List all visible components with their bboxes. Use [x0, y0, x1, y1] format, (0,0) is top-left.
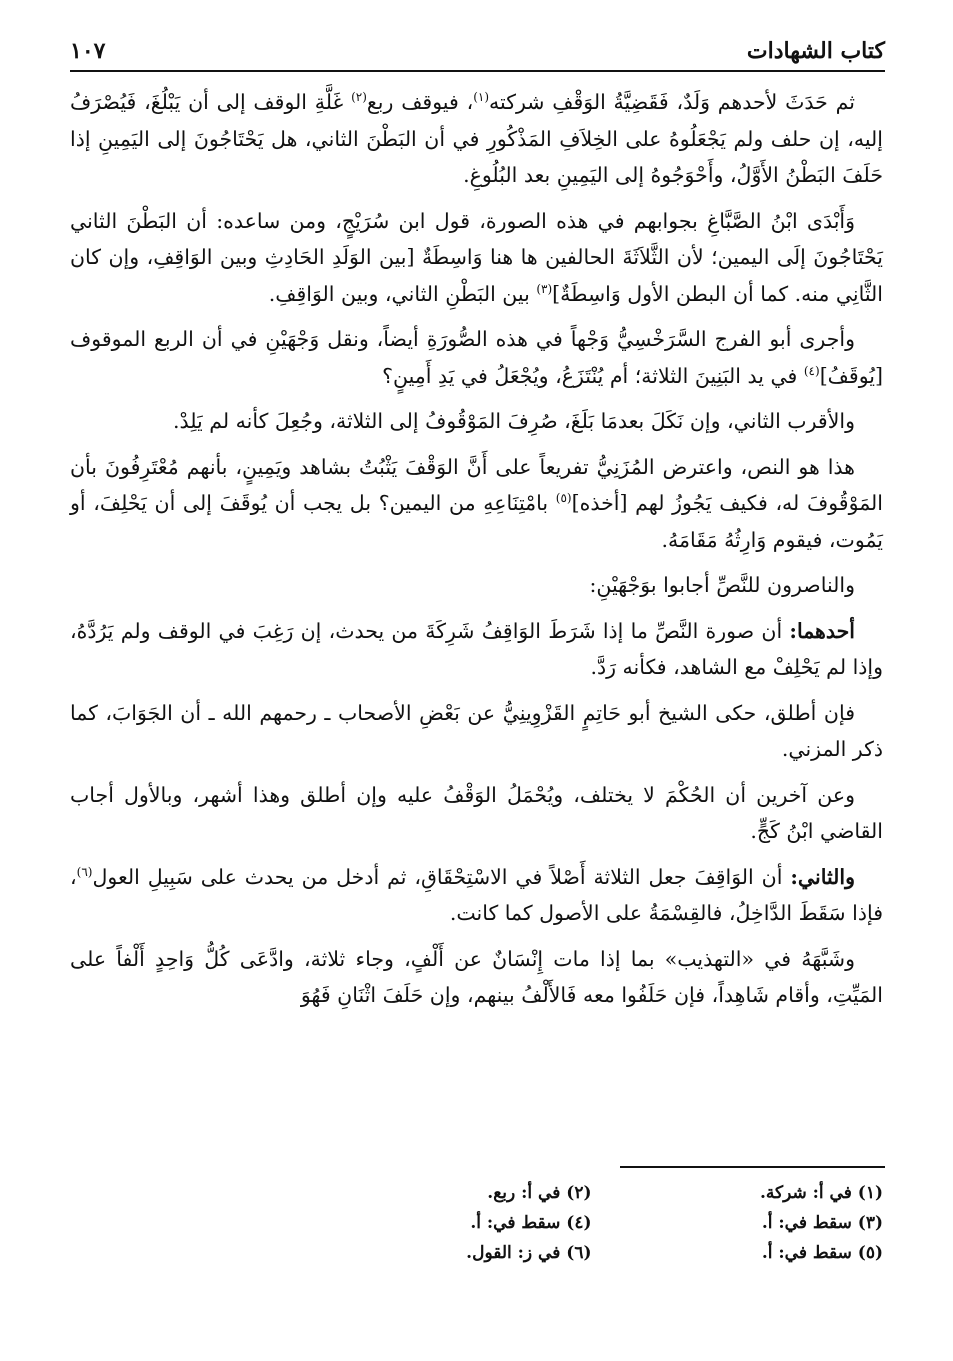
page-number: ١٠٧ — [70, 38, 106, 64]
paragraph: وشَبَّهَهُ في «التهذيب» بما إذا مات إِنْسَانٌ عن أَلْفٍ، وجاء ثلاثة، وادَّعَى كُلُّ وَاحِدٍ أَلْفاً على المَيِّتِ، وأقام شَاهِداً، فإن حَلَفُوا معه فَالأَلْفُ بينهم، وإن حَلَفَ اثْنَانِ فَهُوَ — [70, 946, 883, 1007]
footnote: (٦) في ز: القول. — [466, 1243, 592, 1263]
footnote: (٤) سقط في: أ. — [470, 1213, 592, 1233]
footnote-ref: (٣) — [536, 281, 553, 296]
paragraph-lead: أحدهما: — [789, 618, 855, 643]
footnote-ref: (٦) — [76, 864, 93, 879]
paragraph-lead: والثاني: — [790, 864, 855, 889]
paragraph: أحدهما: أن صورة النَّصِّ ما إذا شَرَطَ الوَاقِفُ شَرِكَةَ من يحدث، إن رَغِبَ في الوقف ولم يَرُدَّهُ، وإذا لم يَحْلِفْ مع الشاهد، فكأنه رَدَّ. — [70, 618, 883, 679]
footnote: (٣) سقط في: أ. — [761, 1213, 883, 1233]
paragraph: وأجرى أبو الفرج السَّرَخْسِيُّ وَجْهاً في هذه الصُّورَةِ أيضاً، ونقل وَجْهَيْنِ في أن الربع الموقوف [يُوقَفُ]$^{(٤)}$ في يد البَنِينَ الثلاثة؛ أم يُنْتَزَعُ، ويُجْعَلُ في يَدِ أَمِينٍ؟ — [70, 327, 883, 388]
footnotes — [300, 1180, 883, 1266]
running-title: كتاب الشهادات — [746, 38, 885, 64]
paragraph: فإن أطلق، حكى الشيخ أبو حَاتِمٍ القَزْوِينِيُّ عن بَعْضِ الأصحاب ـ رحمهم الله ـ أن الجَوَابَ، كما ذكر المزني. — [70, 700, 883, 761]
paragraph: ثم حَدَثَ لأحدهم وَلَدٌ، فَقَضِيَّةُ الوَقْفِ شركته$^{(١)}$، فيوقف ربع$^{(٢)}$ غَلَّةِ الوقف إلى أن يَبْلُغَ، فَيُصْرَفُ إليه، إن حلف ولم يَجْعَلُوهُ على الخِلاَفِ المَذْكُورِ في أن البَطْنَ الثاني، هل يَحْتَاجُونَ إلى اليَمِينِ إذا حَلَفَ البَطْنُ الأَوَّلُ، وأَحْوَجُوهُ إلى اليَمِينِ بعد البُلُوغِ. — [70, 90, 883, 187]
footnote: (٥) سقط في: أ. — [761, 1243, 883, 1263]
footnote-ref: (٢) — [351, 90, 367, 105]
footnote: (٢) في أ: ربع. — [487, 1183, 592, 1203]
footnote: (١) في أ: شركة. — [759, 1183, 883, 1203]
paragraph: والأقرب الثاني، وإن نَكَلَ بعدمَا بَلَغَ، صُرِفَ المَوْقُوفُ إلى الثلاثة، وجُعِلَ كأنه لم يَلِدْ. — [172, 409, 855, 433]
footnote-ref: (١) — [473, 90, 490, 105]
footnote-ref: (٥) — [555, 491, 572, 506]
paragraph: والثاني: أن الوَاقِفَ جعل الثلاثة أَصْلاً في الاسْتِحْقَاقِ، ثم أدخل من يحدث على سَبِيلِ العول$^{(٦)}$، فإذا سَقَطَ الدَّاخِلُ، فالقِسْمَةُ على الأصول كما كانت. — [70, 864, 883, 925]
paragraph: هذا هو النص، واعترض المُزَنِيُّ تفريعاً على أَنَّ الوَقْفَ يَثْبُتُ بشاهد ويَمِينٍ، بأنهم مُعْتَرِفُونَ بأن المَوْقُوفَ له، فكيف يَجُوزُ لهم [أخذه]$^{(٥)}$ بامْتِنَاعِهِ من اليمين؟ بل يجب أن يُوقَفَ إلى أن يَحْلِفَ، أو يَمُوت، فيقوم وَارِثُهُ مَقَامَهُ. — [70, 454, 883, 552]
footnote-divider — [620, 1166, 885, 1168]
main-text — [70, 84, 883, 1023]
page-header — [70, 28, 885, 72]
footnote-ref: (٤) — [803, 363, 820, 378]
paragraph: وَأَبْدَى ابْنُ الصَّبَّاغِ بجوابهم في هذه الصورة، قول ابن سُرَيْجٍ، ومن ساعده: أن البَطْنَ الثاني يَحْتَاجُونَ إلَى اليمين؛ لأن الثَّلاَثَةَ الحالفين ها هنا وَاسِطَةٌ [بين الوَلَدِ الحَادِثِ وبين الوَاقِفِ، وإن كان الثَّانِي منه. كما أن البطن الأول وَاسِطَةٌ]$^{(٣)}$ بين البَطْنِ الثاني، وبين الوَاقِفِ. — [70, 208, 883, 306]
paragraph: وعن آخرين أن الحُكْمَ لا يختلف، ويُحْمَلُ الوَقْفُ عليه وإن أطلق وهذا أشهر، وبالأول أجاب القاضي ابْنُ كَجٍّ. — [70, 782, 883, 843]
paragraph: والناصرون للنَّصِّ أجابوا بوَجْهَيْنِ: — [589, 573, 855, 597]
